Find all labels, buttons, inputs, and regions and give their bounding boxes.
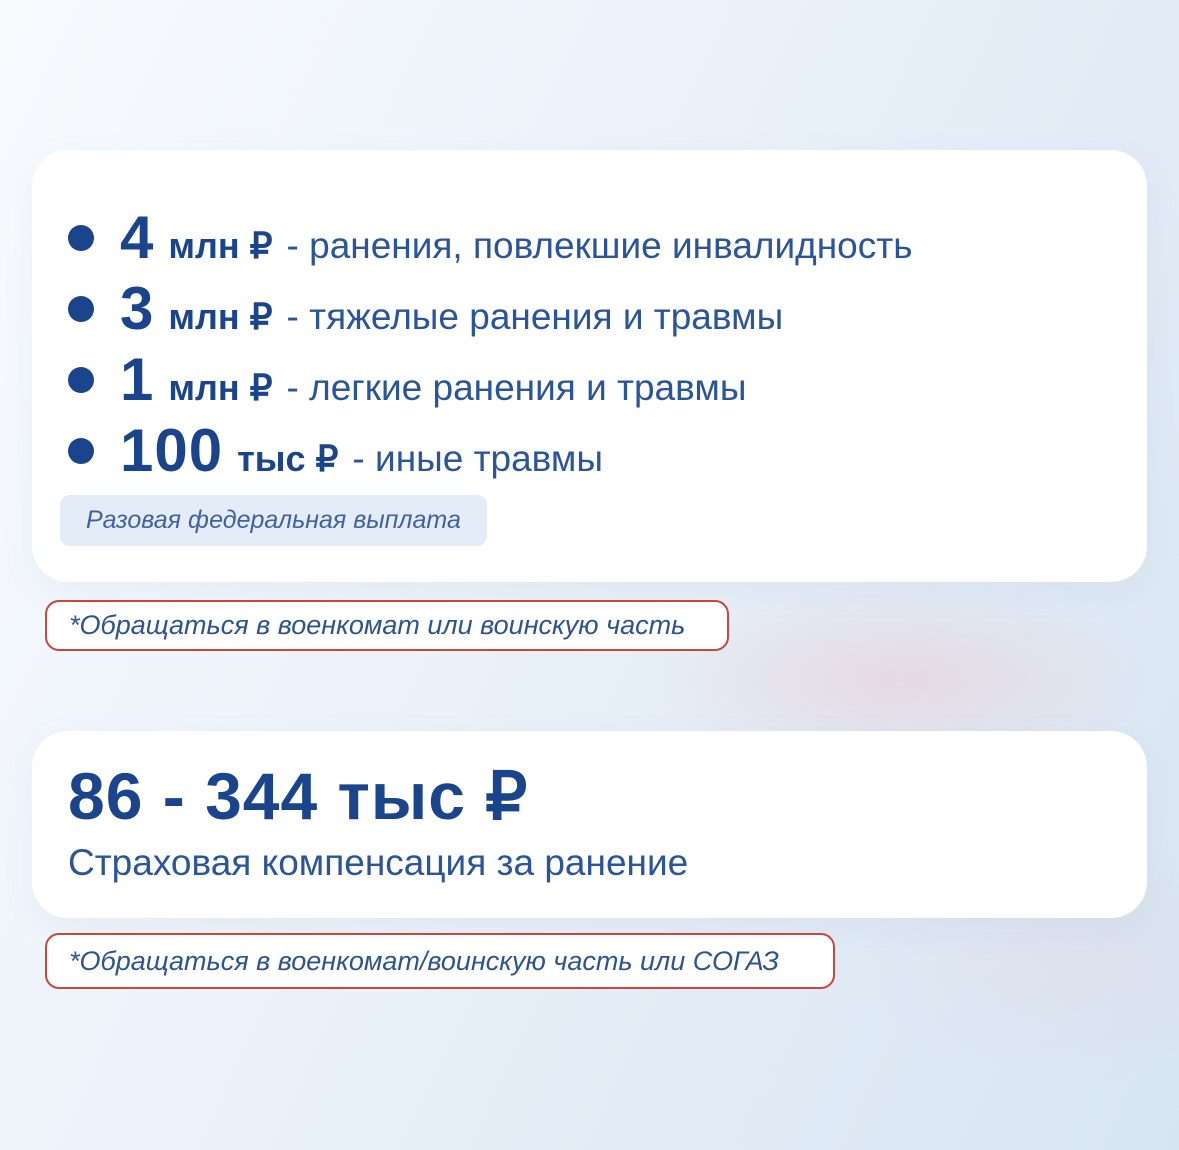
benefit-unit: тыс ₽ <box>237 438 339 479</box>
note-apply-sogaz <box>45 933 835 989</box>
benefit-description: - ранения, повлекшие инвалидность <box>286 225 913 266</box>
benefit-unit: млн ₽ <box>168 225 273 266</box>
insurance-subtitle: Страховая компенсация за ранение <box>68 842 689 883</box>
bullet-dot-icon <box>68 296 94 322</box>
benefit-unit: млн ₽ <box>168 296 273 337</box>
federal-payment-badge: Разовая федеральная выплата <box>60 495 487 546</box>
note-text: *Обращаться в военкомат или воинскую часть <box>69 610 686 640</box>
benefit-amount: 1 <box>120 346 155 413</box>
benefit-amount: 4 <box>120 204 155 271</box>
note-apply-military-office <box>45 600 729 651</box>
benefit-description: - тяжелые ранения и травмы <box>286 296 784 337</box>
bullet-dot-icon <box>68 367 94 393</box>
benefit-description: - иные травмы <box>352 438 603 479</box>
benefit-amount: 3 <box>120 275 155 342</box>
insurance-compensation-card <box>32 731 1147 918</box>
benefit-unit: млн ₽ <box>168 367 273 408</box>
federal-payment-card <box>32 150 1147 582</box>
benefit-description: - легкие ранения и травмы <box>286 367 747 408</box>
insurance-amount-range: 86 - 344 тыс ₽ <box>68 759 529 833</box>
benefit-item-other <box>68 417 1117 484</box>
bullet-dot-icon <box>68 225 94 251</box>
bullet-dot-icon <box>68 438 94 464</box>
note-text: *Обращаться в военкомат/воинскую часть или СОГАЗ <box>69 945 779 976</box>
benefit-item-severe <box>68 275 1117 342</box>
benefit-item-disability <box>68 204 1117 271</box>
benefit-amount: 100 <box>120 417 224 484</box>
benefit-item-light <box>68 346 1117 413</box>
